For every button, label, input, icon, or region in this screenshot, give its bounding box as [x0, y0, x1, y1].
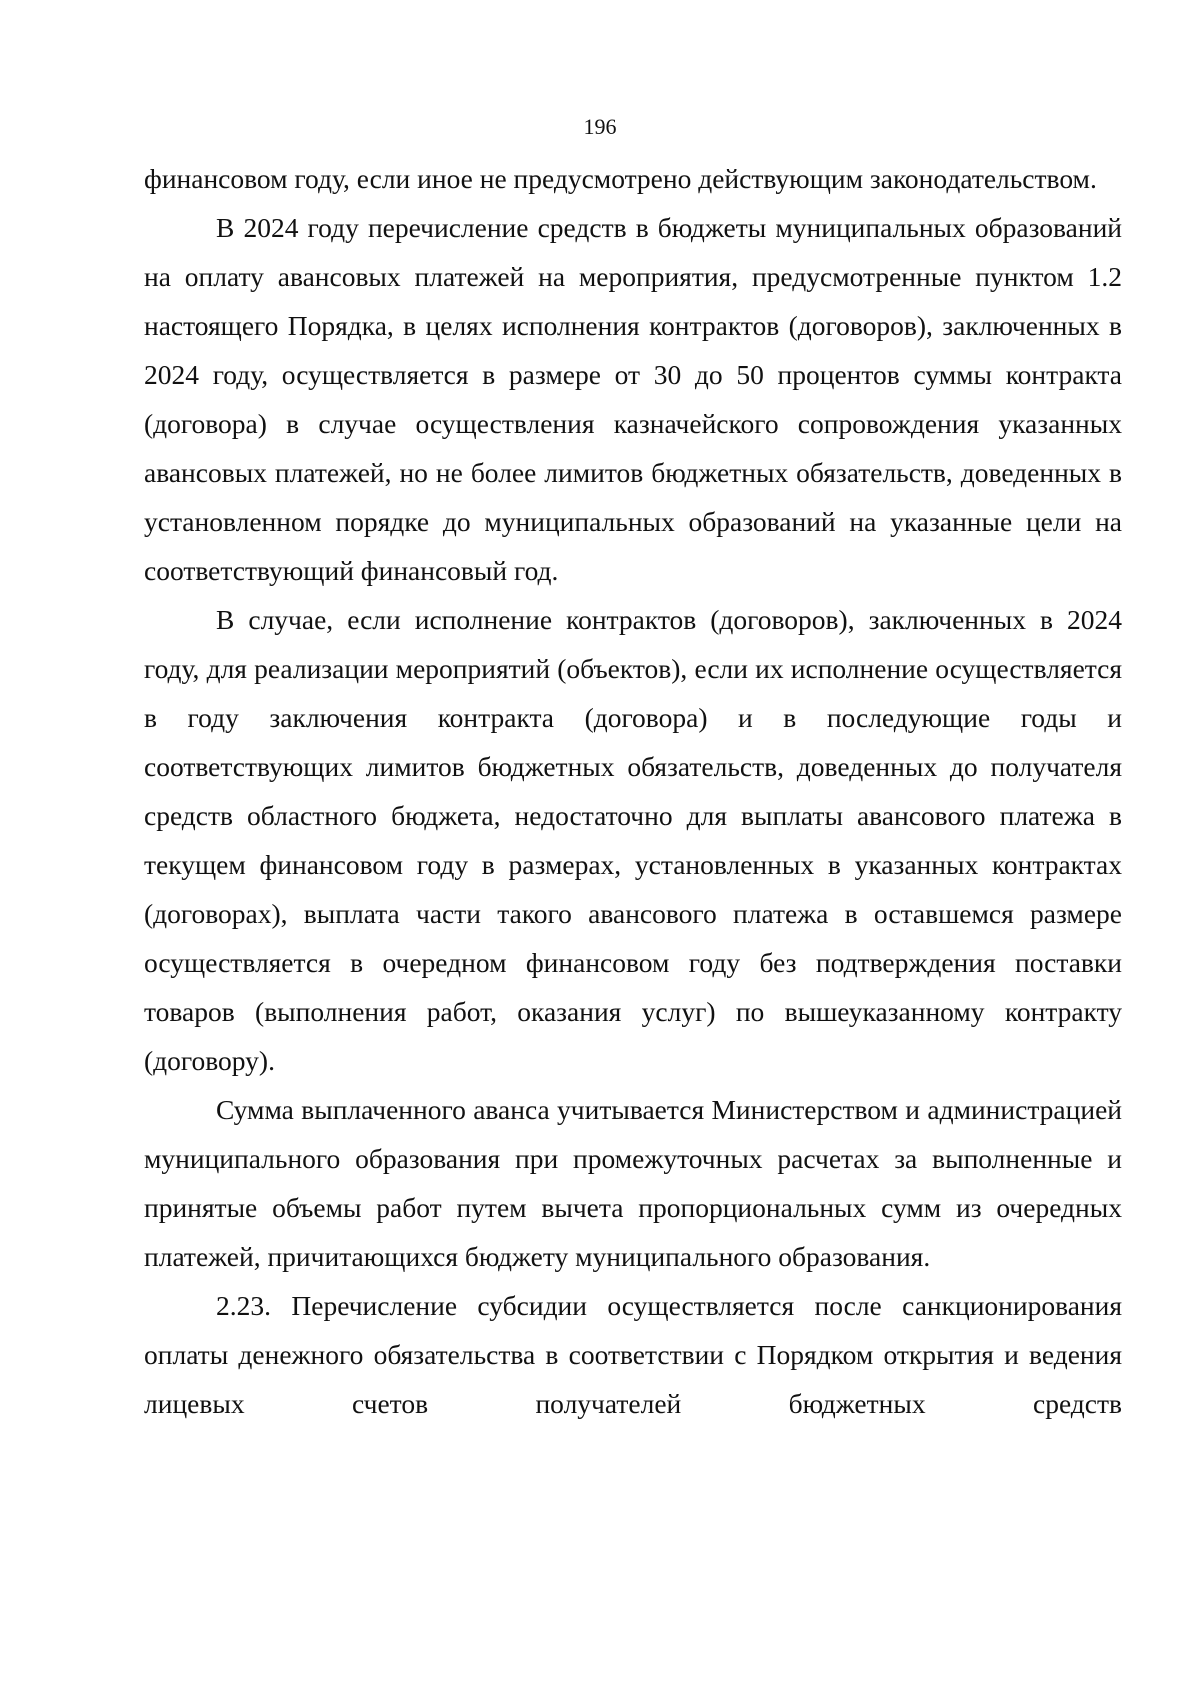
document-body — [144, 154, 1122, 1428]
paragraph-continuation: финансовом году, если иное не предусмотрено действующим законодательством. — [144, 163, 1097, 194]
page-number: 196 — [583, 114, 617, 139]
paragraph-advance-payments-2024: В 2024 году перечисление средств в бюджеты муниципальных образований на оплату авансовых платежей на мероприятия, предусмотренные пунктом 1.2 настоящего Порядка, в целях исполнения контрактов (договоров), заключенных в 2024 году, осуществляется в размере от 30 до 50 процентов суммы контракта (договора) в случае осуществления казначейского сопровождения указанных авансовых платежей, но не более лимитов бюджетных обязательств, доведенных в установленном порядке до муниципальных образований на указанные цели на соответствующий финансовый год. — [144, 212, 1122, 586]
paragraph-clause-2-23: 2.23. Перечисление субсидии осуществляется после санкционирования оплаты денежного обязательства в соответствии с Порядком открытия и ведения лицевых счетов получателей бюджетных средств — [144, 1290, 1122, 1419]
paragraph-advance-accounting: Сумма выплаченного аванса учитывается Министерством и администрацией муниципального образования при промежуточных расчетах за выполненные и принятые объемы работ путем вычета пропорциональных сумм из очередных платежей, причитающихся бюджету муниципального образования. — [144, 1094, 1122, 1272]
paragraph-contract-execution: В случае, если исполнение контрактов (договоров), заключенных в 2024 году, для реализации мероприятий (объектов), если их исполнение осуществляется в году заключения контракта (договора) и в последующие годы и соответствующих лимитов бюджетных обязательств, доведенных до получателя средств областного бюджета, недостаточно для выплаты авансового платежа в текущем финансовом году в размерах, установленных в указанных контрактах (договорах), выплата части такого авансового платежа в оставшемся размере осуществляется в очередном финансовом году без подтверждения поставки товаров (выполнения работ, оказания услуг) по вышеуказанному контракту (договору). — [144, 604, 1122, 1076]
